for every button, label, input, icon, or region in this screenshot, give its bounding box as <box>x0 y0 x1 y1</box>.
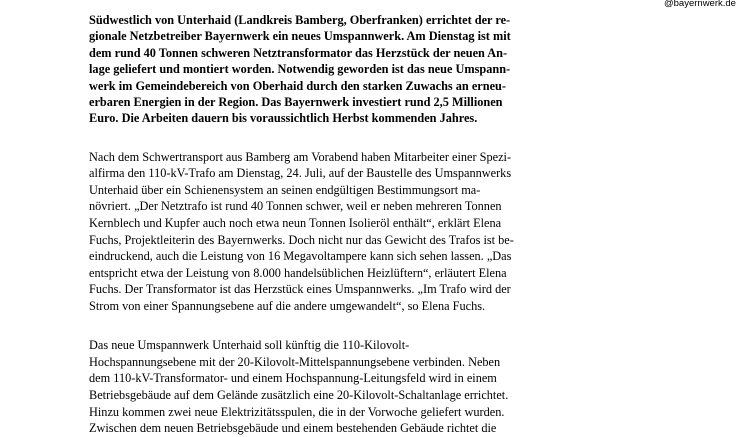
lead-line: lage geliefert und montiert worden. Notwendig geworden ist das neue Umspann- <box>89 62 511 77</box>
body-line: Hochspannungsebene mit der 20-Kilovolt-Mittelspannungsebene verbinden. Neben <box>89 354 501 369</box>
body-line: Das neue Umspannwerk Unterhaid soll künftig die 110-Kilovolt- <box>89 338 410 353</box>
site-mark: @bayernwerk.de <box>664 0 736 9</box>
body-line: Kernblech und Kupfer auch noch etwa neun Tonnen Isolieröl enthält“, erklärt Elena <box>89 216 502 231</box>
lead-line: gionale Netzbetreiber Bayernwerk ein neues Umspannwerk. Am Dienstag ist mit <box>89 29 511 44</box>
body-line: Hinzu kommen zwei neue Elektrizitätsspulen, die in der Vorwoche geliefert wurden. <box>89 404 505 419</box>
body-line: dem 110-kV-Transformator- und einem Hochspannung-Leitungsfeld wird in einem <box>89 371 497 386</box>
body-line: növriert. „Der Netztrafo ist rund 40 Tonnen schwer, weil er neben mehreren Tonnen <box>89 199 502 214</box>
body-line: Strom von einer Spannungsebene auf die andere umgewandelt“, so Elena Fuchs. <box>89 298 486 313</box>
paragraph-spacer <box>89 127 579 149</box>
body-line: entspricht etwa der Leistung von 8.000 handelsüblichen Heizlüftern“, erläutert Elena <box>89 265 507 280</box>
body-line: Fuchs, Projektleiterin des Bayernwerks. Doch nicht nur das Gewicht des Trafos ist be- <box>89 232 514 247</box>
body-paragraph-2 <box>89 337 579 436</box>
lead-line: dem rund 40 Tonnen schweren Netztransformator das Herzstück der neuen An- <box>89 45 508 60</box>
article-body <box>89 12 579 437</box>
lead-line: Südwestlich von Unterhaid (Landkreis Bamberg, Oberfranken) errichtet der re- <box>89 13 511 27</box>
paragraph-spacer <box>89 314 579 337</box>
lead-paragraph <box>89 12 579 127</box>
lead-line: werk im Gemeindebereich von Oberhaid durch den starken Zuwachs an erneu- <box>89 78 506 93</box>
body-line: alfirma den 110-kV-Trafo am Dienstag, 24. Juli, auf der Baustelle des Umspannwerks <box>89 166 512 181</box>
body-line: Betriebsgebäude auf dem Gelände zusätzlich eine 20-Kilovolt-Schaltanlage errichtet. <box>89 387 509 402</box>
body-line: Nach dem Schwertransport aus Bamberg am Vorabend haben Mitarbeiter einer Spezi- <box>89 149 512 164</box>
lead-line: erbaren Energien in der Region. Das Bayernwerk investiert rund 2,5 Millionen <box>89 95 503 110</box>
body-line: Zwischen dem neuen Betriebsgebäude und einem bestehenden Gebäude richtet die <box>89 421 497 436</box>
lead-line: Euro. Die Arbeiten dauern bis voraussichtlich Herbst kommenden Jahres. <box>89 111 478 126</box>
body-line: Unterhaid über ein Schienensystem an seinen endgültigen Bestimmungsort ma- <box>89 182 481 197</box>
body-line: Fuchs. Der Transformator ist das Herzstück eines Umspannwerks. „Im Trafo wird der <box>89 282 511 297</box>
body-paragraph-1 <box>89 149 579 314</box>
body-line: eindruckend, auch die Leistung von 16 Megavoltampere kann sich sehen lassen. „Das <box>89 249 512 264</box>
